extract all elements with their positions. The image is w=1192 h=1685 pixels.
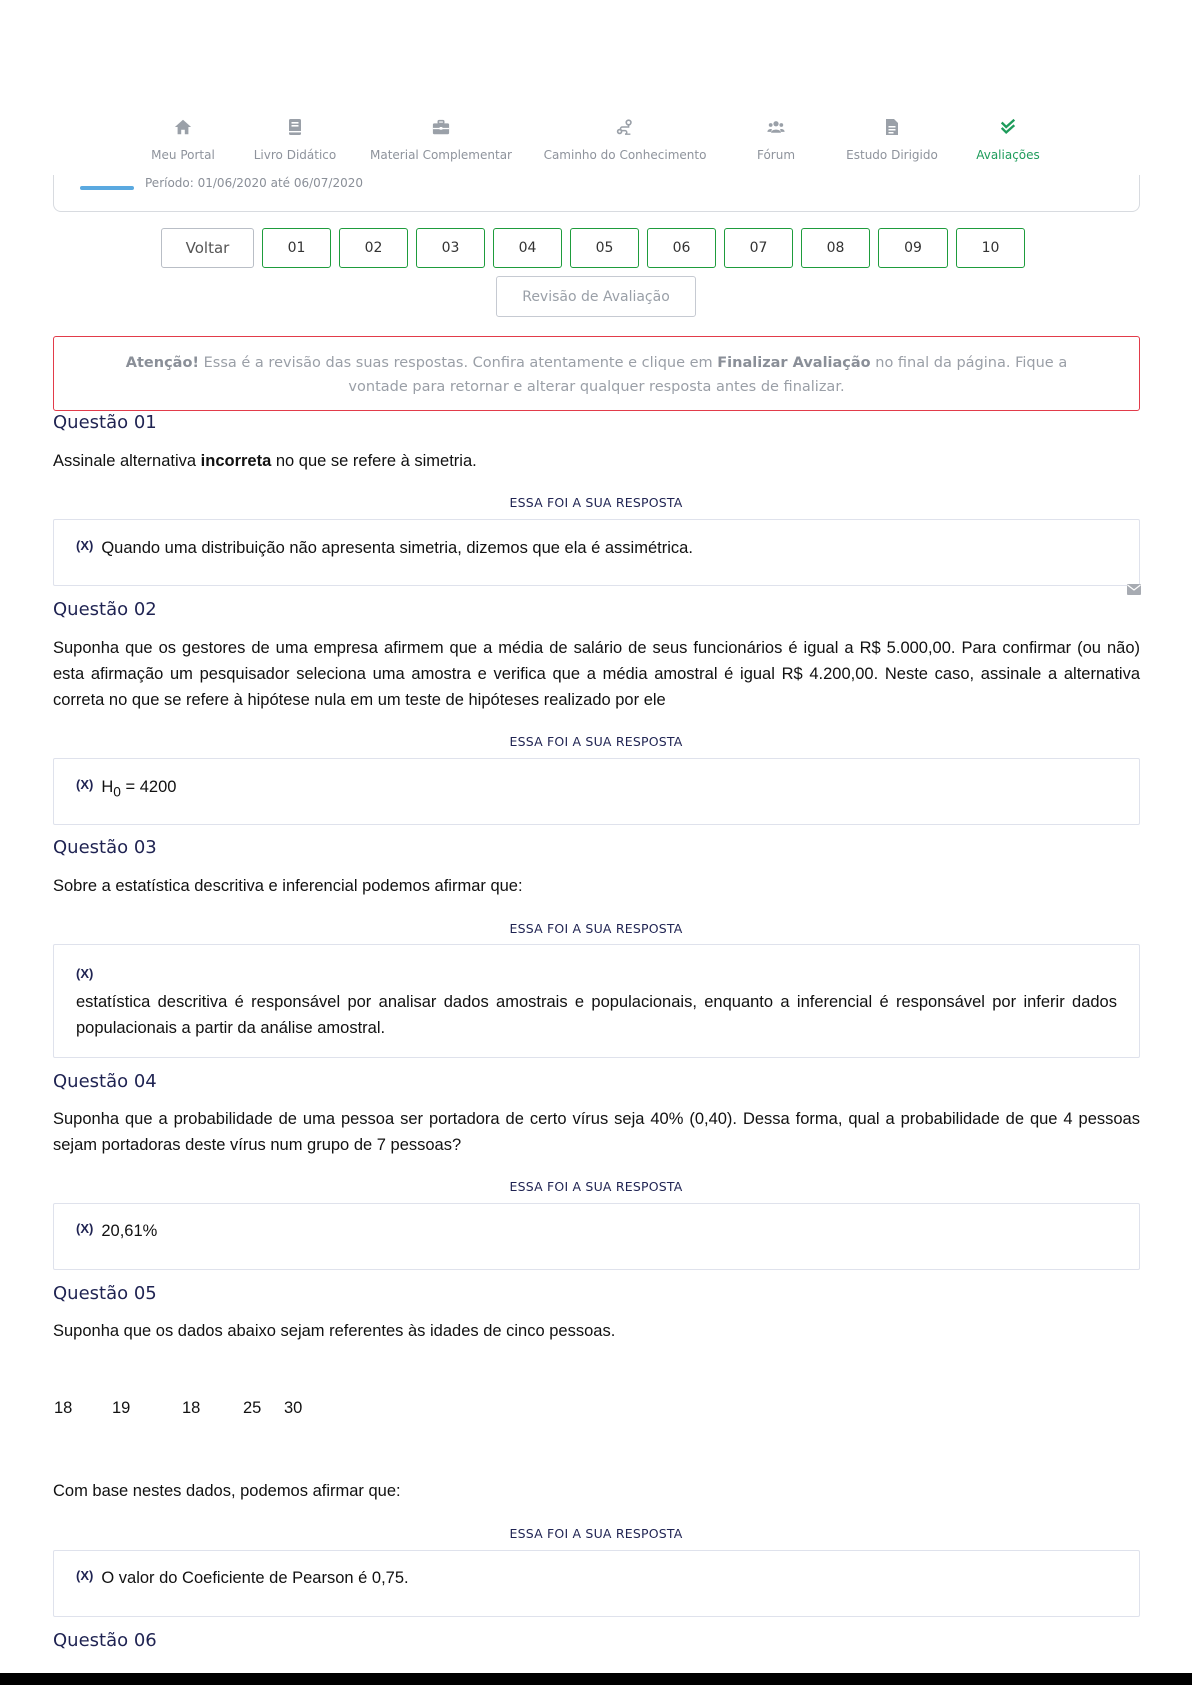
question-pager	[0, 228, 1192, 268]
question-title-04: Questão 04	[53, 1071, 157, 1092]
question-button-04[interactable]: 04	[493, 228, 562, 268]
back-button[interactable]: Voltar	[161, 228, 254, 268]
age-value: 30	[284, 1399, 303, 1417]
question-text-04: Suponha que a probabilidade de uma pessoa ser portadora de certo vírus seja 40% (0,40). Dessa forma, qual a probabilidade de que 4 pessoas sejam portadoras deste vírus num grupo de 7 pessoas?	[53, 1110, 1140, 1154]
question-text-05-continued: Com base nestes dados, podemos afirmar que:	[53, 1482, 401, 1500]
question-button-01[interactable]: 01	[262, 228, 331, 268]
bottom-edge-bar	[0, 1673, 1192, 1685]
book-icon	[286, 118, 304, 136]
answer-rest: = 4200	[120, 778, 177, 796]
nav-label: Meu Portal	[151, 148, 215, 162]
age-value: 18	[54, 1399, 73, 1417]
answer-box-02	[53, 758, 1140, 825]
age-value: 18	[182, 1399, 201, 1417]
question-title-05: Questão 05	[53, 1283, 157, 1304]
response-label: ESSA FOI A SUA RESPOSTA	[509, 1179, 683, 1194]
question-title-06: Questão 06	[53, 1630, 157, 1651]
question-button-10[interactable]: 10	[956, 228, 1025, 268]
document-icon	[883, 118, 901, 136]
nav-item-material-complementar[interactable]	[346, 112, 536, 162]
home-icon	[174, 118, 192, 136]
answer-box-05	[53, 1550, 1140, 1617]
nav-label: Livro Didático	[253, 148, 337, 162]
age-value: 25	[243, 1399, 262, 1417]
question-button-09[interactable]: 09	[878, 228, 948, 268]
answer-mark: (X)	[76, 538, 94, 553]
question-text-01	[53, 448, 1140, 474]
response-label: ESSA FOI A SUA RESPOSTA	[509, 921, 683, 936]
nav-label: Caminho do Conhecimento	[543, 148, 707, 162]
review-evaluation-button[interactable]: Revisão de Avaliação	[496, 276, 696, 317]
question-button-06[interactable]: 06	[647, 228, 716, 268]
evaluation-period: Período: 01/06/2020 até 06/07/2020	[145, 176, 364, 190]
answer-h: H	[101, 778, 114, 796]
answer-mark: (X)	[76, 777, 94, 792]
question-text-05: Suponha que os dados abaixo sejam referentes às idades de cinco pessoas.	[53, 1322, 616, 1340]
response-label: ESSA FOI A SUA RESPOSTA	[509, 1526, 683, 1541]
answer-box-01	[53, 519, 1140, 586]
alert-strong: Atenção!	[125, 355, 200, 371]
question-title-01: Questão 01	[53, 412, 157, 433]
response-label: ESSA FOI A SUA RESPOSTA	[509, 495, 683, 510]
nav-label: Fórum	[756, 148, 796, 162]
question-text-03: Sobre a estatística descritiva e inferencial podemos afirmar que:	[53, 877, 523, 895]
question-text-bold: incorreta	[200, 452, 272, 470]
answer-text: 20,61%	[101, 1222, 158, 1240]
question-button-08[interactable]: 08	[801, 228, 870, 268]
question-title-02: Questão 02	[53, 599, 157, 620]
question-text-02: Suponha que os gestores de uma empresa afirmem que a média de salário de seus funcionários é igual a R$ 5.000,00. Para confirmar (ou não) esta afirmação um pesquisador seleciona uma amostra e verifica que a média amostral é igual R$ 4.200,00. Neste caso, assinale a alternativa correta no que se refere à hipótese nula em um teste de hipóteses realizado por ele	[53, 639, 1140, 709]
question-button-05[interactable]: 05	[570, 228, 639, 268]
nav-label: Estudo Dirigido	[846, 148, 938, 162]
answer-row	[76, 961, 1117, 1041]
question-button-03[interactable]: 03	[416, 228, 485, 268]
answer-text: Quando uma distribuição não apresenta simetria, dizemos que ela é assimétrica.	[101, 539, 693, 557]
users-icon	[767, 118, 785, 136]
briefcase-icon	[432, 118, 450, 136]
question-button-07[interactable]: 07	[724, 228, 793, 268]
answer-mark: (X)	[76, 1568, 94, 1583]
nav-label: Avaliações	[976, 148, 1040, 162]
answer-row	[76, 535, 1117, 561]
question-text-part: Assinale alternativa	[53, 452, 201, 470]
alert-text-1: Essa é a revisão das suas respostas. Confira atentamente e clique em	[199, 355, 718, 371]
top-navigation	[0, 0, 1192, 175]
question-button-02[interactable]: 02	[339, 228, 408, 268]
question-title-03: Questão 03	[53, 837, 157, 858]
nav-item-avaliacoes[interactable]	[913, 112, 1103, 162]
attention-alert	[53, 336, 1140, 411]
age-value: 19	[112, 1399, 131, 1417]
answer-row	[76, 774, 1117, 805]
answer-row	[76, 1218, 1117, 1244]
answer-box-04	[53, 1203, 1140, 1270]
alert-strong-2: Finalizar Avaliação	[717, 355, 871, 371]
answer-box-03	[53, 944, 1140, 1058]
route-icon	[616, 118, 634, 136]
answer-mark: (X)	[76, 1221, 94, 1236]
response-label: ESSA FOI A SUA RESPOSTA	[509, 734, 683, 749]
question-text-part: no que se refere à simetria.	[271, 452, 477, 470]
alert-text-2: no final da página. Fique a vontade para retornar e alterar qualquer resposta antes de finalizar.	[348, 355, 1068, 395]
answer-subscript: 0	[113, 784, 121, 800]
answer-text: estatística descritiva é responsável por analisar dados amostrais e populacionais, enquanto a inferencial é responsável por inferir dados populacionais a partir da análise amostral.	[76, 993, 1117, 1037]
answer-mark: (X)	[76, 966, 94, 981]
envelope-icon[interactable]	[1127, 584, 1141, 595]
nav-label: Material Complementar	[370, 148, 512, 162]
answer-row	[76, 1565, 1117, 1591]
check-double-icon	[999, 118, 1017, 136]
answer-text: O valor do Coeficiente de Pearson é 0,75.	[101, 1569, 409, 1587]
info-card-accent	[80, 186, 134, 190]
